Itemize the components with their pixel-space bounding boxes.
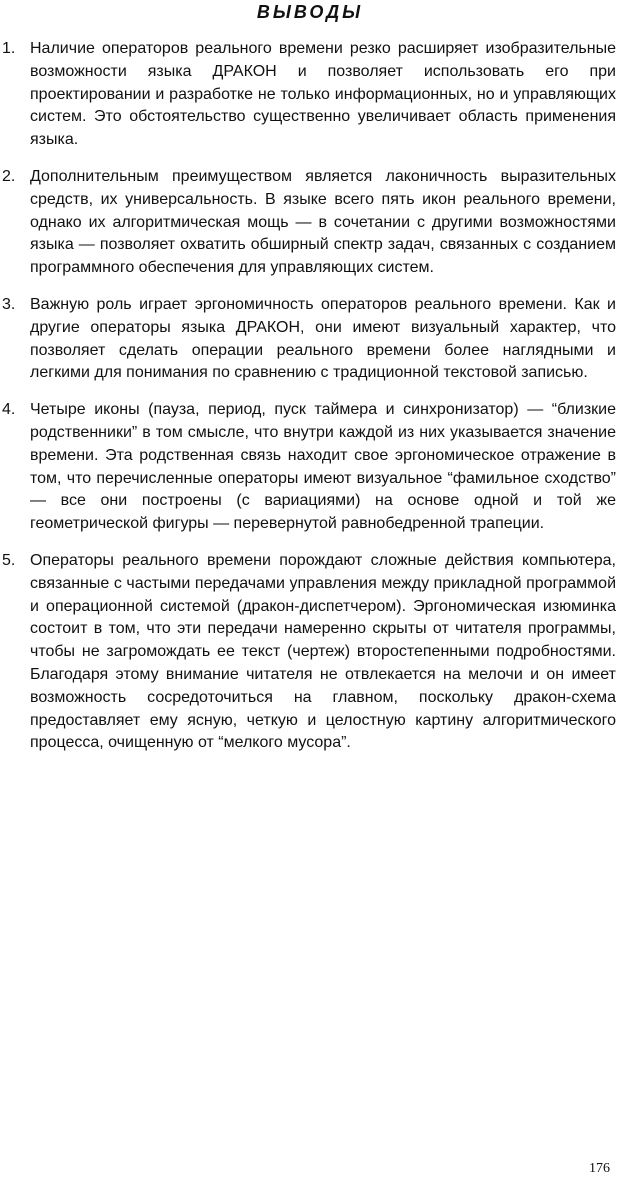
list-item	[0, 294, 620, 385]
list-item-number: 4.	[2, 401, 16, 419]
list-item	[0, 38, 620, 152]
page-number: 176	[589, 1161, 610, 1176]
list-item-text: Дополнительным преимуществом является лаконичность выразительных средств, их универсальность. В языке всего пять икон реального времени, однако их алгоритмическая мощь — в сочетании с другими возможностями языка — позволяет охватить обширный спектр задач, связанных с созданием программного обеспечения для управляющих систем.	[30, 167, 616, 277]
list-item-number: 3.	[2, 295, 16, 313]
list-item	[0, 550, 620, 755]
list-item-text: Наличие операторов реального времени резко расширяет изобразительные возможности языка ДРАКОН и позволяет использовать его при проектировании и разработке не только информационных, но и управляющих систем. Это обстоятельство существенно увеличивает область применения языка.	[30, 40, 616, 149]
list-item-number: 1.	[2, 40, 16, 57]
section-heading: ВЫВОДЫ	[256, 2, 364, 22]
list-item	[0, 399, 620, 536]
list-item	[0, 166, 620, 280]
list-item-number: 2.	[2, 167, 16, 185]
list-item-text: Четыре иконы (пауза, период, пуск таймера и синхронизатор) — “близкие родственники” в том смысле, что внутри каждой из них указывается значение времени. Эта родственная связь находит свое эргономическое отражение в том, что перечисленные операторы имеют визуальное “фамильное сходство” — все они построены (с вариациями) на основе одной и той же геометрической фигуры — перевернутой равнобедренной трапеции.	[30, 401, 616, 533]
conclusions-list	[0, 38, 620, 769]
list-item-text: Важную роль играет эргономичность операторов реального времени. Как и другие операторы языка ДРАКОН, они имеют визуальный характер, что позволяет сделать операции реального времени более наглядными и легкими для понимания по сравнению с традиционной текстовой записью.	[30, 295, 616, 382]
list-item-text: Операторы реального времени порождают сложные действия компьютера, связанные с частыми передачами управления между прикладной программой и операционной системой (дракон-диспетчером). Эргономическая изюминка состоит в том, что эти передачи намеренно скрыты от читателя программы, чтобы не загромождать ее текст (чертеж) второстепенными подробностями. Благодаря этому внимание читателя не отвлекается на мелочи и он имеет возможность сосредоточиться на главном, поскольку дракон-схема предоставляет ему ясную, четкую и целостную картину алгоритмического процесса, очищенную от “мелкого мусора”.	[30, 551, 616, 752]
list-item-number: 5.	[2, 551, 16, 569]
